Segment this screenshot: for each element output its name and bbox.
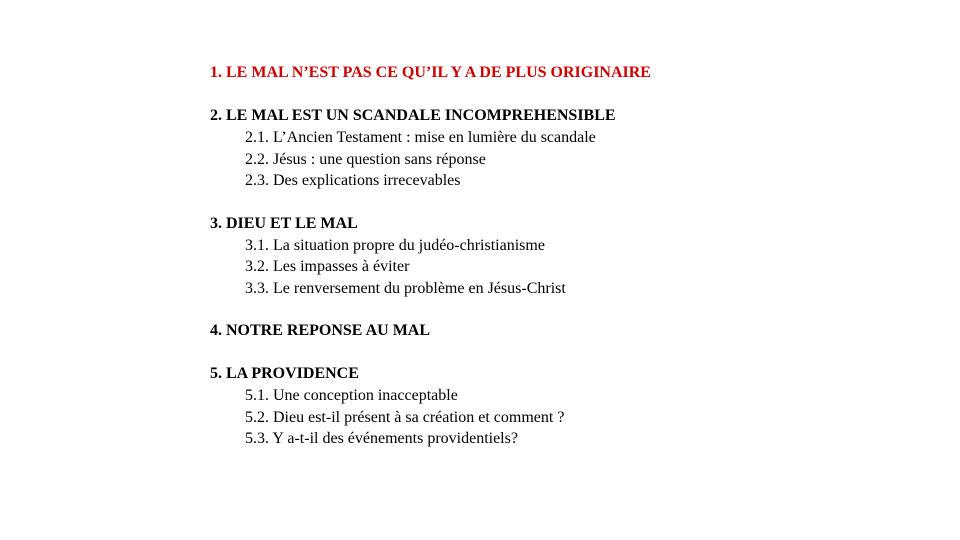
section-heading: 3. DIEU ET LE MAL <box>210 214 358 232</box>
subsection-item: 2.3. Des explications irrecevables <box>245 172 461 189</box>
section-4 <box>210 320 910 342</box>
section-heading: 4. NOTRE REPONSE AU MAL <box>210 322 431 339</box>
subsection-list <box>210 235 910 300</box>
section-3 <box>210 213 910 300</box>
section-heading: 5. LA PROVIDENCE <box>210 365 359 382</box>
outline <box>210 62 910 450</box>
section-heading: 2. LE MAL EST UN SCANDALE INCOMPREHENSIBLE <box>210 107 616 124</box>
subsection-item: 3.1. La situation propre du judéo-christianisme <box>245 236 545 254</box>
subsection-item: 5.2. Dieu est-il présent à sa création et comment ? <box>245 408 565 426</box>
subsection-item: 5.1. Une conception inacceptable <box>245 387 458 404</box>
section-heading: 1. LE MAL N’EST PAS CE QU’IL Y A DE PLUS ORIGINAIRE <box>210 64 651 81</box>
section-2 <box>210 105 910 192</box>
subsection-item: 3.3. Le renversement du problème en Jésus-Christ <box>245 279 566 297</box>
subsection-list <box>210 127 910 192</box>
subsection-item: 3.2. Les impasses à éviter <box>245 258 410 275</box>
subsection-item: 2.1. L’Ancien Testament : mise en lumière du scandale <box>245 129 596 146</box>
subsection-list <box>210 385 910 450</box>
section-1 <box>210 62 910 84</box>
subsection-item: 5.3. Y a-t-il des événements providentiels? <box>245 430 518 447</box>
subsection-item: 2.2. Jésus : une question sans réponse <box>245 150 486 168</box>
section-5 <box>210 363 910 450</box>
